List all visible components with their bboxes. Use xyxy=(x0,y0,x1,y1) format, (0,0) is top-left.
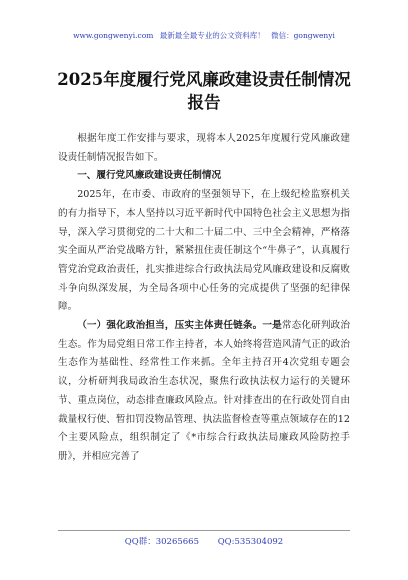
site-tagline: 最新最全最专业的公文资料库！ xyxy=(159,31,265,40)
qq-contact: QQ:535304092 xyxy=(217,537,284,547)
title-line-2: 报告 xyxy=(187,93,221,112)
subsection-paragraph xyxy=(58,317,350,467)
site-header xyxy=(0,30,408,41)
page-footer xyxy=(58,530,350,547)
subsection-text: 常态化研判政治生态。作为局党组日常工作主持者，本人始终将营造风清气正的政治生态作为基础性、经常性工作来抓。全年主持召开4次党组专题会议，分析研判我局政治生态状况，聚焦行政执法权力运行的关键环节、重点岗位，动态排查廉政风险点。针对排查出的在行政处罚自由裁量权行使、暂扣罚没物品管理、执法监督检查等重点领域存在的12个主要风险点，组织制定了《*市综合行政执法局廉政风险防控手册》，并相应完善了 xyxy=(58,320,351,462)
section-paragraph: 2025年，在市委、市政府的坚强领导下，在上级纪检监察机关的有力指导下，本人坚持以习近平新时代中国特色社会主义思想为指导，深入学习贯彻党的二十大和二十届二中、三中全会精神，严格落实全面从严治党战略方针，紧紧扭住责任制这个“牛鼻子”，认真履行管党治党政治责任，扎实推进综合行政执法局党风廉政建设和反腐败斗争向纵深发展，为全局各项中心任务的完成提供了坚强的纪律保障。 xyxy=(58,189,350,313)
title-line-1: 2025年度履行党风廉政建设责任制情况 xyxy=(57,70,351,89)
wechat-id: 微信：gongwenyi xyxy=(271,31,335,40)
document-body xyxy=(58,130,350,467)
subsection-lead: （一）强化政治担当，压实主体责任链条。一是 xyxy=(77,320,282,332)
site-link[interactable]: www.gongwenyi.com xyxy=(73,31,154,40)
document-title xyxy=(40,68,368,114)
intro-paragraph: 根据年度工作安排与要求，现将本人2025年度履行党风廉政建设责任制情况报告如下。 xyxy=(58,133,350,163)
section-heading: 一、履行党风廉政建设责任制情况 xyxy=(77,170,222,182)
qq-group: QQ群：30265665 xyxy=(124,537,199,547)
